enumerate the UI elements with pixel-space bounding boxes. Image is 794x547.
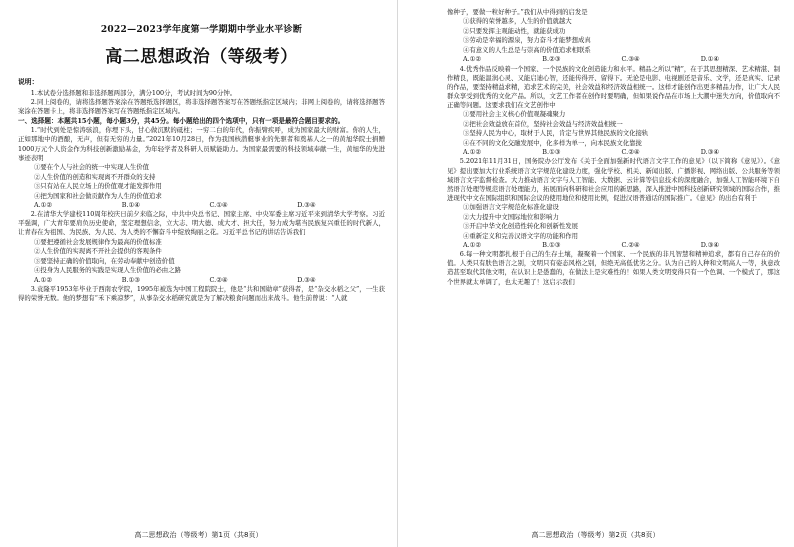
- question-3-option: ①获得的荣誉越多，人生的价值就越大: [463, 17, 572, 26]
- question-2-option: ①要把遵循社会发展规律作为最高的价值标准: [34, 237, 162, 246]
- choice-d[interactable]: D.③④: [297, 201, 316, 210]
- choice-c[interactable]: C.①④: [209, 201, 228, 210]
- choice-c[interactable]: C.②④: [621, 241, 640, 250]
- question-3-stem-continued: 像种子，要做一粒好种子。”我们从中得到的启发是: [447, 8, 588, 16]
- question-3-option: ④有意义的人生总是与崇高的价值追求相联系: [463, 45, 591, 54]
- choice-b[interactable]: B.①④: [121, 201, 140, 210]
- note-item: 2.同上阅卷的，请将选择题答案涂在答题纸选择题区，将非选择题答案写在答题纸指定区域内；非网上阅卷的，请将选择题答案涂在答题卡上，将非选择题答案写在答题纸指定区域内。: [18, 98, 385, 116]
- choice-a[interactable]: A.①②: [463, 55, 482, 64]
- question-4-option: ④在不同的文化交融发展中，化多样为单一，向本民族文化靠拢: [463, 138, 642, 147]
- question-1-stem: 1.“时代到处是惊涛骇浪，你埋下头，甘心做沉默的砥柱；一穷二白的年代，你振臂疾呼，成为国家最大的财富。你的人生，正如那地中的酒酿，无声，但有无穷的力量。”2021年10月28日，作为我国核潜艇事业的先驱者和奠基人之一的黄旭华院士捐赠1000万元个人资金作为科技创新激励基金，为年轻学者及科研人员赋能助力。为国家最需要的科技领域奉献一生，黄旭华的先进事迹表明: [18, 126, 385, 162]
- question-1-option: ②人生价值的创造和实现离不开群众的支持: [34, 172, 156, 181]
- choice-c[interactable]: C.③④: [621, 55, 640, 64]
- exam-title: 2022—2023学年度第一学期期中学业水平诊断: [100, 25, 303, 35]
- question-5-option: ④重新定义和完善汉语文字的功能和作用: [463, 231, 579, 240]
- question-2-stem: 2.在清华大学建校110周年校庆日前夕来临之际，中共中央总书记、国家主席、中央军委主席习近平来到清华大学考察。习近平强调，广大青年要肩负历史使命，坚定理想信念，立大志、明大德、成大才、担大任，努力成为堪当民族复兴重任的时代新人，让青春在为祖国、为民族、为人民、为人类的不懈奋斗中绽放绚丽之花。习近平总书记的讲话告诉我们: [18, 210, 385, 237]
- question-5-option: ③开启中华文化创造性转化和创新性发展: [463, 222, 579, 231]
- question-4-option: ①要用社会主义核心价值观凝魂聚力: [463, 110, 566, 119]
- question-3-stem: 3.袁隆平1953年毕业于西南农学院，1995年被选为中国工程院院士，他是“共和国勋章”获得者，是“杂交水稻之父”，一生获得的荣誉无数。他的梦想有“禾下乘凉梦”，从事杂交水稻研究就是为了解决粮食问题而出来战斗。他生前曾说：“人就: [18, 284, 385, 302]
- choice-b[interactable]: B.①③: [121, 275, 140, 284]
- question-2-option: ④投身为人民服务的实践是实现人生价值的必由之路: [34, 266, 181, 275]
- question-4-option: ③坚持人民为中心，取材于人民，肯定与世界其他民族的文化接轨: [463, 129, 649, 138]
- question-5-option: ①加强语言文字规范化标准化建设: [463, 203, 559, 212]
- choice-c[interactable]: C.②④: [209, 275, 228, 284]
- question-1-choices: [18, 201, 385, 210]
- question-2-option: ②人生价值的实现离不开社会提供的客观条件: [34, 247, 162, 256]
- page-footer: 高二思想政治（等级考）第1页（共8页）: [134, 531, 263, 540]
- choice-d[interactable]: D.③④: [700, 241, 720, 250]
- choice-b[interactable]: B.①③: [542, 241, 561, 250]
- question-2-choices: [18, 276, 385, 285]
- choice-a[interactable]: A.①②: [34, 201, 53, 210]
- section-heading: 一、选择题：本题共15小题，每小题3分，共45分。每小题给出的四个选项中，只有一项是最符合题目要求的。: [18, 116, 345, 125]
- choice-c[interactable]: C.②④: [621, 148, 640, 157]
- choice-d[interactable]: D.③④: [297, 275, 316, 284]
- choice-a[interactable]: A.①②: [34, 275, 53, 284]
- question-5-stem: 5.2021年11月31日，国务院办公厅发布《关于全面加强新时代语言文字工作的意见》（以下简称《意见》）。《意见》提出要加大行业系统语言文字规范化建设力度，强化学校、机关、新闻出版、广播影视、网络出版、公共服务等领域语言文字监督检查。大力推动语言文字与人工智能、大数据、云计算等信息技术的深度融合，加强人工智能环境下自然语言处理等规范语言处理能力，拓展面向科研和社会应用的新思路，深入推进中国科技创新研究领域的国际合作，推进现代中文在国际组织和国际会议的使用地位和使用比例，促进汉语普通话的国际推广。《意见》的出台有利于: [447, 157, 780, 202]
- question-4-stem: 4.优秀作品反映着一个国家、一个民族的文化创造能力和水平。精品之所以“精”，在于其思想精深、艺术精湛、制作精良，既能温润心灵、又能启迪心智，还能传得开、留得下。无论是电影、电视剧还是音乐、文学，还是真实、记录的作品，要坚持精益求精，追求艺术的完美，社会效益和经济效益相统一。这样才能创作出更多精品力作，让广大人民群众享受到优秀的文化产品。所以，文艺工作者在创作时要明确，但如果说作品在市场上大潮中迷失方向，价值取向不正确等问题。这要求我们在文艺创作中: [447, 64, 780, 109]
- note-item: 1.本试卷分选择题和非选择题两部分，满分100分，考试时间为90分钟。: [30, 88, 237, 97]
- question-5-option: ②大力提升中文国际地位和影响力: [463, 212, 559, 221]
- question-1-option: ③只有站在人民立场上的价值观才能发挥作用: [34, 182, 162, 191]
- choice-b[interactable]: B.②③: [542, 55, 561, 64]
- subject-title: 高二思想政治（等级考）: [105, 46, 298, 67]
- notes-title: 说明：: [18, 77, 39, 86]
- page-footer: 高二思想政治（等级考）第2页（共8页）: [531, 531, 660, 540]
- page-two: [397, 0, 794, 547]
- question-5-choices: [447, 241, 780, 250]
- question-3-option: ③劳动是幸福的源泉，努力奋斗才能梦想成真: [463, 36, 591, 45]
- question-4-option: ②把社会效益放在首位，坚持社会效益与经济效益相统一: [463, 119, 623, 128]
- choice-a[interactable]: A.①②: [463, 241, 482, 250]
- question-1-option: ①要在个人与社会的统一中实现人生价值: [34, 163, 150, 172]
- question-2-option: ③要坚持正确的价值取向，在劳动奉献中创造价值: [34, 256, 175, 265]
- choice-a[interactable]: A.①②: [463, 148, 482, 157]
- question-6-stem: 6.每一种文明都扎根于自己的生存土壤，凝聚着一个国家、一个民族的非凡智慧和精神追求，都有自己存在的价值。人类只有肤色语言之别，文明只有姿态风格之别，但绝无高低优劣之分。认为自己的人种和文明高人一等，执意改造甚至取代其他文明，在认识上是愚蠢的，在做法上是灾难性的！如果人类文明变得只有一个色调、一个模式了，那这个世界就太单调了，也太无趣了！这启示我们: [447, 250, 780, 286]
- question-1-option: ④把为国家和社会做贡献作为人生的价值追求: [34, 191, 162, 200]
- choice-d[interactable]: D.③④: [700, 148, 720, 157]
- question-3-choices: [447, 55, 780, 64]
- question-3-option: ②只要发挥主观能动性，就能获成功: [463, 26, 566, 35]
- choice-b[interactable]: B.①③: [542, 148, 561, 157]
- choice-d[interactable]: D.①④: [700, 55, 720, 64]
